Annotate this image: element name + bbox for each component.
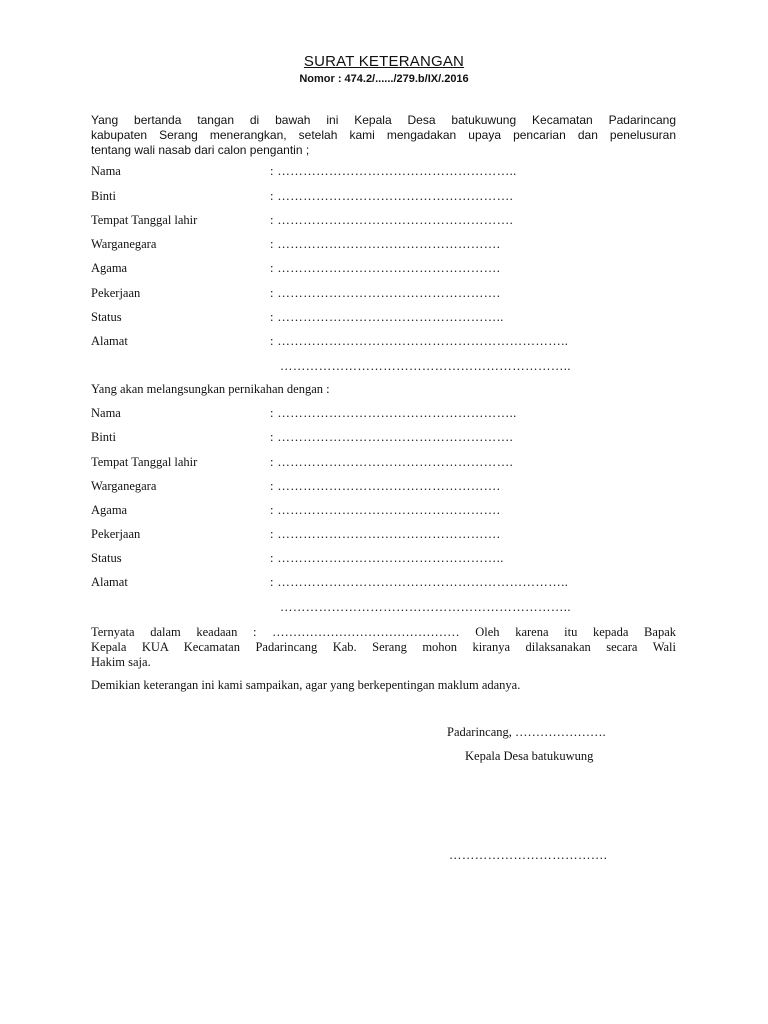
- letter-number: Nomor : 474.2/....../279.b/IX/.2016: [299, 73, 469, 85]
- field-blank: : …………………………………………………………..: [270, 575, 569, 589]
- intro-line: kabupaten Serang menerangkan, setelah kami mengadakan upaya pencarian dan penelusuran: [91, 128, 676, 142]
- ternyata-line: Kepala KUA Kecamatan Padarincang Kab. Serang mohon kiranya dilaksanakan secara Wali: [91, 640, 676, 654]
- field-label: Tempat Tanggal lahir: [91, 213, 198, 227]
- alamat-continuation: …………………………………………………………..: [280, 600, 571, 614]
- signatory-position: Kepala Desa batukuwung: [465, 749, 594, 763]
- field-label: Tempat Tanggal lahir: [91, 455, 198, 469]
- field-label: Agama: [91, 503, 128, 517]
- field-blank: : …………………………………………………………..: [270, 334, 569, 348]
- field-label: Alamat: [91, 575, 128, 589]
- field-blank: : ……………………………………………….: [270, 213, 514, 227]
- field-blank: : …………………………………………….: [270, 261, 501, 275]
- field-label: Nama: [91, 164, 121, 178]
- field-blank: : …………………………………………….: [270, 286, 501, 300]
- field-blank: : ……………………………………………….: [270, 189, 514, 203]
- field-blank: : ……………………………………………..: [270, 551, 504, 565]
- intro-line: Yang bertanda tangan di bawah ini Kepala Desa batukuwung Kecamatan Padarincang: [91, 113, 676, 127]
- field-blank: : ………………………………………………..: [270, 406, 517, 420]
- field-label: Warganegara: [91, 479, 157, 493]
- field-label: Alamat: [91, 334, 128, 348]
- field-label: Binti: [91, 189, 117, 203]
- field-label: Pekerjaan: [91, 286, 141, 300]
- alamat-continuation: …………………………………………………………..: [280, 359, 571, 373]
- field-label: Nama: [91, 406, 121, 420]
- field-blank: : ………………………………………………..: [270, 164, 517, 178]
- field-label: Status: [91, 310, 122, 324]
- ternyata-line: Hakim saja.: [91, 655, 151, 669]
- letter-title: SURAT KETERANGAN: [303, 53, 465, 70]
- place-date: Padarincang, ………………….: [447, 725, 606, 739]
- closing-statement: Demikian keterangan ini kami sampaikan, agar yang berkepentingan maklum adanya.: [91, 678, 521, 692]
- field-label: Status: [91, 551, 122, 565]
- ternyata-paragraph: [91, 625, 676, 670]
- field-label: Warganegara: [91, 237, 157, 251]
- signatory-name-blank: ……………………………….: [449, 848, 608, 862]
- intro-paragraph: [91, 113, 676, 158]
- field-blank: : ……………………………………………….: [270, 455, 514, 469]
- field-blank: : …………………………………………….: [270, 503, 501, 517]
- field-label: Pekerjaan: [91, 527, 141, 541]
- field-blank: : ……………………………………………….: [270, 430, 514, 444]
- field-blank: : …………………………………………….: [270, 237, 501, 251]
- field-blank: : …………………………………………….: [270, 527, 501, 541]
- ternyata-line: Ternyata dalam keadaan : ……………………………………… Oleh karena itu kepada Bapak: [91, 625, 676, 639]
- field-label: Binti: [91, 430, 117, 444]
- intro-line: tentang wali nasab dari calon pengantin ;: [91, 143, 310, 157]
- field-blank: : ……………………………………………..: [270, 310, 504, 324]
- field-blank: : …………………………………………….: [270, 479, 501, 493]
- transition-line: Yang akan melangsungkan pernikahan dengan :: [91, 382, 330, 396]
- field-label: Agama: [91, 261, 128, 275]
